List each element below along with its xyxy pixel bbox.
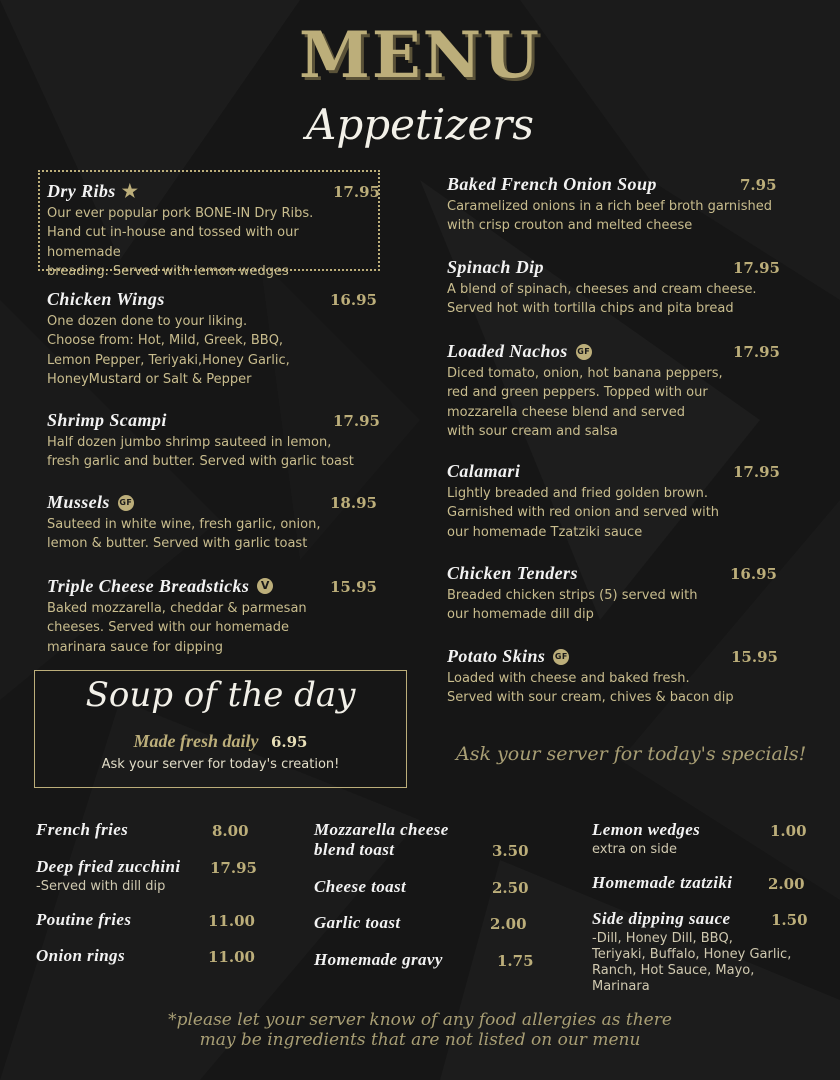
- item-name: Shrimp Scampi: [47, 410, 167, 430]
- item-description: A blend of spinach, cheeses and cream cheese. Served hot with tortilla chips and pita bread: [447, 282, 757, 317]
- side-price: 17.95: [210, 859, 257, 877]
- item-name: Chicken Tenders: [447, 563, 578, 583]
- side-name: Poutine fries: [36, 910, 132, 929]
- item-price: 15.95: [330, 578, 377, 596]
- side-price: 1.50: [771, 911, 808, 929]
- side-price: 2.50: [492, 879, 529, 897]
- side-item: [592, 820, 807, 858]
- side-item: [36, 946, 255, 966]
- side-item: [36, 820, 248, 840]
- soup-price: 6.95: [270, 733, 308, 751]
- side-name: Homemade tzatziki: [592, 873, 733, 892]
- side-description: extra on side: [592, 842, 677, 857]
- item-price: 17.95: [733, 259, 780, 277]
- item-description: Lightly breaded and fried golden brown. Garnished with red onion and served with our homemade Tzatziki sauce: [447, 486, 720, 540]
- menu-item: [447, 461, 780, 542]
- item-description: Loaded with cheese and baked fresh. Served with sour cream, chives & bacon dip: [447, 671, 734, 706]
- item-price: 7.95: [740, 176, 777, 194]
- vegetarian-badge: V: [257, 578, 273, 594]
- side-price: 11.00: [208, 912, 255, 930]
- specials-note: Ask your server for today's specials!: [456, 743, 807, 765]
- item-price: 16.95: [330, 291, 377, 309]
- item-price: 16.95: [730, 565, 777, 583]
- side-item: [314, 950, 534, 970]
- item-price: 17.95: [333, 412, 380, 430]
- item-description: Breaded chicken strips (5) served with our homemade dill dip: [447, 588, 698, 623]
- side-name: Cheese toast: [314, 877, 407, 896]
- menu-title: MENU: [299, 18, 541, 93]
- menu-item: [447, 174, 777, 236]
- side-item: [592, 873, 807, 893]
- item-name: Spinach Dip: [447, 257, 544, 277]
- allergy-note: *please let your server know of any food allergies as there may be ingredients that are not listed on our menu: [168, 1010, 672, 1050]
- side-price: 3.50: [492, 842, 529, 860]
- side-name: Lemon wedges: [592, 820, 701, 839]
- menu-item: [447, 257, 780, 319]
- soup-note: Ask your server for today's creation!: [101, 757, 340, 772]
- item-name: Chicken Wings: [47, 289, 165, 309]
- side-name: Garlic toast: [314, 913, 401, 932]
- menu-item: [447, 341, 780, 441]
- side-item: [314, 913, 526, 933]
- item-description: Our ever popular pork BONE-IN Dry Ribs. Hand cut in-house and tossed with our homemade breading. Served with lemon wedges: [47, 206, 314, 279]
- side-name: Onion rings: [36, 946, 125, 965]
- item-description: Baked mozzarella, cheddar & parmesan cheeses. Served with our homemade marinara sauce for dipping: [47, 601, 307, 655]
- item-name: Triple Cheese Breadsticks: [47, 576, 250, 596]
- menu-item: [47, 492, 377, 554]
- item-name: Dry Ribs: [47, 181, 116, 201]
- menu-item: [47, 289, 377, 389]
- menu-item: [447, 646, 777, 708]
- menu-item: [447, 563, 777, 625]
- side-item: [314, 820, 529, 860]
- soup-of-the-day-box: [34, 670, 407, 788]
- side-price: 11.00: [208, 948, 255, 966]
- side-item: [314, 877, 529, 897]
- gluten-free-badge: GF: [553, 649, 569, 665]
- soup-label: Made fresh daily: [133, 731, 259, 751]
- side-price: 1.75: [497, 952, 534, 970]
- menu-item: [47, 576, 377, 657]
- item-name: Potato Skins: [447, 646, 546, 666]
- side-price: 8.00: [212, 822, 249, 840]
- item-price: 17.95: [733, 343, 780, 361]
- item-description: Diced tomato, onion, hot banana peppers, red and green peppers. Topped with our mozzarella cheese blend and served with sour cream and salsa: [447, 366, 723, 439]
- side-name: Side dipping sauce: [592, 909, 731, 928]
- item-price: 17.95: [733, 463, 780, 481]
- item-description: Half dozen jumbo shrimp sauteed in lemon, fresh garlic and butter. Served with garlic toast: [47, 435, 354, 470]
- item-price: 18.95: [330, 494, 377, 512]
- side-price: 2.00: [768, 875, 805, 893]
- side-name: French fries: [36, 820, 129, 839]
- item-name: Mussels: [47, 492, 110, 512]
- item-name: Baked French Onion Soup: [447, 174, 657, 194]
- side-price: 2.00: [490, 915, 527, 933]
- star-icon: ★: [121, 181, 139, 201]
- menu-item: [47, 410, 380, 472]
- side-name: Mozzarella cheese blend toast: [314, 820, 449, 859]
- gluten-free-badge: GF: [576, 344, 592, 360]
- side-name: Homemade gravy: [314, 950, 443, 969]
- gluten-free-badge: GF: [118, 495, 134, 511]
- side-item: [36, 857, 257, 895]
- side-description: -Dill, Honey Dill, BBQ, Teriyaki, Buffalo, Honey Garlic, Ranch, Hot Sauce, Mayo, Marinara: [592, 931, 792, 994]
- item-price: 17.95: [333, 183, 380, 201]
- item-description: Sauteed in white wine, fresh garlic, onion, lemon & butter. Served with garlic toast: [47, 517, 321, 552]
- item-name: Loaded Nachos: [447, 341, 568, 361]
- item-price: 15.95: [731, 648, 778, 666]
- menu-item: [47, 181, 380, 281]
- side-description: -Served with dill dip: [36, 879, 166, 894]
- side-item: [36, 910, 255, 930]
- item-description: Caramelized onions in a rich beef broth garnished with crisp crouton and melted cheese: [447, 199, 773, 234]
- side-name: Deep fried zucchini: [36, 857, 181, 876]
- side-price: 1.00: [770, 822, 807, 840]
- side-item: [592, 909, 807, 995]
- soup-title: Soup of the day: [85, 675, 356, 715]
- item-name: Calamari: [447, 461, 521, 481]
- section-title: Appetizers: [306, 100, 534, 149]
- item-description: One dozen done to your liking. Choose from: Hot, Mild, Greek, BBQ, Lemon Pepper, Teriyaki,Honey Garlic, HoneyMustard or Salt & Pepper: [47, 314, 290, 387]
